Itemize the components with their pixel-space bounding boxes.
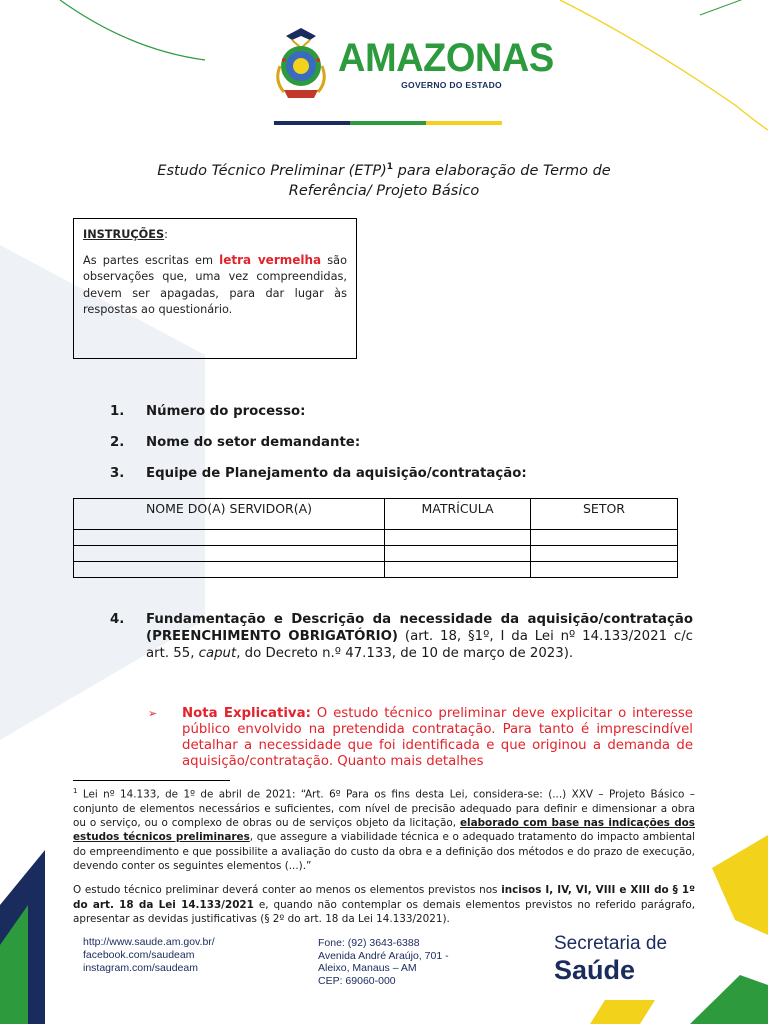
item-label: Número do processo: <box>146 404 306 419</box>
secretaria-line2: Saúde <box>554 955 636 985</box>
footnote-p1-bold: elaborado com base nas indicações dos estudos técnicos preliminares <box>73 817 695 844</box>
arrow-bullet-icon: ➢ <box>148 707 158 720</box>
footnote-number: 1 <box>73 787 78 795</box>
table-cell[interactable] <box>385 546 531 562</box>
item-label: Equipe de Planejamento da aquisição/contratação: <box>146 466 527 481</box>
instagram-link[interactable]: instagram.com/saudeam <box>83 962 198 974</box>
stripe-navy <box>274 121 350 125</box>
planning-team-table <box>73 498 678 578</box>
instructions-text <box>83 252 347 319</box>
stripe-green <box>350 121 426 125</box>
item-process-number <box>110 404 305 419</box>
item-planning-team <box>110 466 527 481</box>
contact-address: Avenida André Araújo, 701 - <box>318 949 449 962</box>
brand-name: AMAZONAS <box>338 36 554 80</box>
footnote-p2-before: O estudo técnico preliminar deverá conter ao menos os elementos previstos nos <box>73 884 502 897</box>
table-cell[interactable] <box>74 562 385 578</box>
item-requesting-sector <box>110 435 360 450</box>
table-cell[interactable] <box>531 546 678 562</box>
contact-phone: Fone: (92) 3643-6388 <box>318 937 420 949</box>
contact-city: Aleixo, Manaus – AM <box>318 962 417 974</box>
footnote-p2-bold: incisos I, IV, VI, VIII e XIII do § 1º do art. 18 da Lei 14.133/2021 <box>73 884 695 911</box>
secretaria-line1: Secretaria de <box>554 933 668 954</box>
coat-of-arms-icon <box>270 26 332 102</box>
header-server-name: NOME DO(A) SERVIDOR(A) <box>74 499 385 530</box>
stripe-yellow <box>426 121 502 125</box>
title-line2: Referência/ Projeto Básico <box>288 182 480 199</box>
instructions-colon: : <box>164 228 168 241</box>
instructions-text-after: são observações que, uma vez compreendidas, devem ser apagadas, para dar lugar às respostas ao questionário. <box>83 253 347 316</box>
footer-links <box>83 936 215 975</box>
header-logo <box>270 26 565 102</box>
table-cell[interactable] <box>74 546 385 562</box>
header-color-stripes <box>274 121 502 125</box>
table-row <box>74 530 678 546</box>
instructions-heading: INSTRUÇÕES <box>83 228 165 241</box>
table-cell[interactable] <box>385 530 531 546</box>
item-justification-bold: Fundamentação e Descrição da necessidade da aquisição/contratação (PREENCHIMENTO OBRIGATÓRIO) <box>146 612 693 644</box>
footnote <box>73 784 695 926</box>
brand-subtitle: GOVERNO DO ESTADO <box>401 80 502 90</box>
footnote-separator <box>73 780 230 781</box>
item-justification-ref1: (art. 18, §1º, I da Lei nº 14.133/2021 c/c art. 55, <box>146 629 693 661</box>
instructions-box <box>73 218 357 359</box>
item-number: 2. <box>110 435 125 450</box>
title-footnote-ref: 1 <box>386 162 394 172</box>
header-sector: SETOR <box>531 499 678 530</box>
footnote-p1-after: , que assegure a viabilidade técnica e o adequado tratamento do impacto ambiental do empreendimento e que possibilite a avaliação do custo da obra e a definição dos métodos e do prazo de execução, devendo conter os seguintes elementos (...).” <box>73 831 695 872</box>
title-line1-rest: para elaboração de Termo de <box>393 162 611 179</box>
note-label: Nota Explicativa: <box>182 706 311 721</box>
title-line1: Estudo Técnico Preliminar (ETP) <box>157 162 387 179</box>
item-number: 3. <box>110 466 125 481</box>
table-header-row <box>74 499 678 530</box>
table-row <box>74 562 678 578</box>
footer-contact <box>318 937 449 987</box>
item-justification-caput: caput <box>198 646 237 661</box>
item-number: 1. <box>110 404 125 419</box>
secretaria-logo <box>554 933 667 985</box>
instructions-red-text: letra vermelha <box>219 252 322 267</box>
header-registration: MATRÍCULA <box>385 499 531 530</box>
footnote-p2-after: e, quando não contemplar os demais elementos previstos no referido parágrafo, apresentar as devidas justificativas (§ 2º do art. 18 da Lei 14.133/2021). <box>73 898 695 925</box>
contact-zip: CEP: 69060-000 <box>318 974 396 987</box>
note-text: O estudo técnico preliminar deve explicitar o interesse público envolvido na pretendida contratação. Para tanto é imprescindível detalhar a necessidade que foi identificada e que originou a demanda de aquisição/contratação. Quanto mais detalhes <box>182 706 693 769</box>
item-justification-text <box>146 611 693 662</box>
explanatory-note <box>148 706 693 770</box>
facebook-link[interactable]: facebook.com/saudeam <box>83 949 195 961</box>
document-title <box>90 157 678 201</box>
table-cell[interactable] <box>385 562 531 578</box>
item-justification <box>110 611 693 662</box>
table-cell[interactable] <box>531 530 678 546</box>
instructions-text-before: As partes escritas em <box>83 253 220 267</box>
footnote-p1-before: Lei nº 14.133, de 1º de abril de 2021: “Art. 6º Para os fins desta Lei, considera-se: (...) XXV – Projeto Básico – conjunto de elementos necessários e suficientes, com nível de precisão adequado para definir e dimensionar a obra ou o serviço, ou o complexo de obras ou de serviços objeto da licitação, <box>73 788 695 830</box>
table-cell[interactable] <box>531 562 678 578</box>
item-number: 4. <box>110 612 125 627</box>
item-justification-ref2: , do Decreto n.º 47.133, de 10 de março de 2023). <box>236 646 574 661</box>
table-row <box>74 546 678 562</box>
table-cell[interactable] <box>74 530 385 546</box>
item-label: Nome do setor demandante: <box>146 435 361 450</box>
website-link[interactable]: http://www.saude.am.gov.br/ <box>83 936 215 948</box>
